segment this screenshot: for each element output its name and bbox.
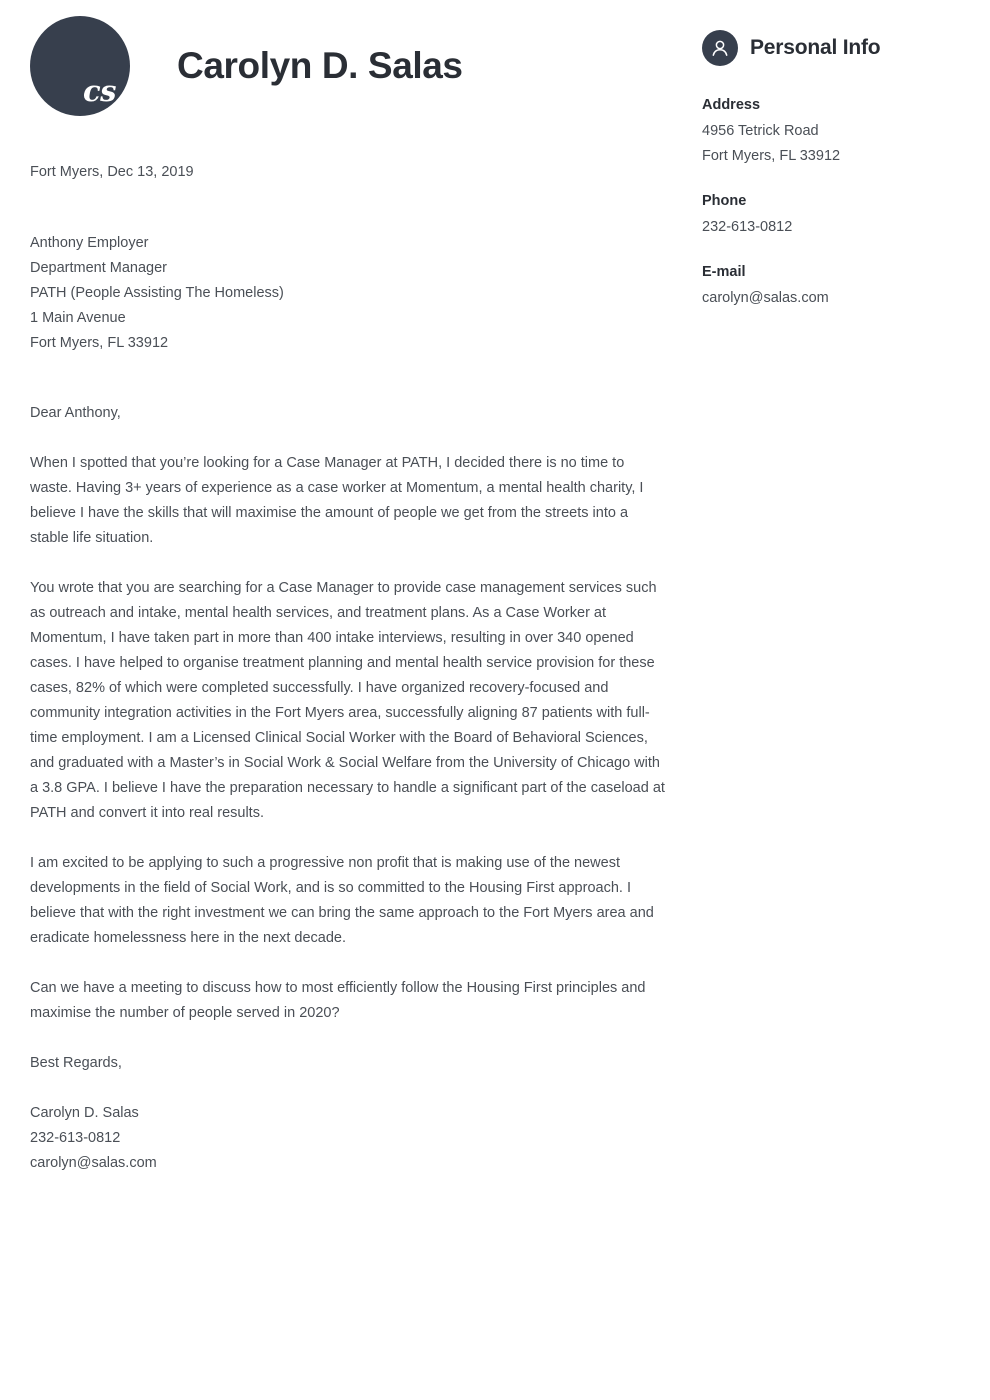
letter-column (30, 0, 670, 1176)
recipient-city-state-zip: Fort Myers, FL 33912 (30, 334, 169, 351)
info-value: 4956 Tetrick Road (702, 123, 819, 139)
info-value: 232-613-0812 (702, 219, 793, 235)
recipient-organization: PATH (People Assisting The Homeless) (30, 284, 284, 301)
page-title: Carolyn D. Salas (177, 45, 463, 86)
recipient-name: Anthony Employer (30, 234, 149, 251)
signature-name: Carolyn D. Salas (30, 1104, 139, 1121)
signature-block (30, 1101, 670, 1176)
signoff: Best Regards, (30, 1054, 122, 1071)
info-label: Address (702, 97, 761, 113)
sidebar-heading-row (702, 30, 962, 66)
body-paragraph: You wrote that you are searching for a Case Manager to provide case management services such as outreach and intake, mental health services, and treatment plans. As a Case Worker at Momentum, I have taken part in more than 400 intake interviews, resulting in over 340 opened cases. I have helped to organise treatment planning and mental health service provision for these cases, 82% of which were completed successfully. I have organized recovery-focused and community integration activities in the Fort Myers area, successfully aligning 87 patients with full-time employment. I am a Licensed Clinical Social Worker with the Board of Behavioral Sciences, and graduated with a Master’s in Social Work & Social Welfare from the University of Chicago with a 3.8 GPA. I believe I have the preparation necessary to handle a significant part of the caseload at PATH and convert it into real results. (30, 579, 665, 821)
personal-info-sidebar (702, 30, 962, 331)
body-paragraph: Can we have a meeting to discuss how to most efficiently follow the Housing First principles and maximise the number of people served in 2020? (30, 979, 646, 1021)
info-label: Phone (702, 193, 747, 209)
info-value: carolyn@salas.com (702, 290, 829, 306)
salutation: Dear Anthony, (30, 404, 121, 421)
info-label: E-mail (702, 264, 746, 280)
sidebar-title: Personal Info (750, 36, 881, 59)
person-icon (702, 30, 738, 66)
signature-phone: 232-613-0812 (30, 1129, 121, 1146)
info-group-address (702, 93, 962, 169)
letter-date: Fort Myers, Dec 13, 2019 (30, 164, 194, 180)
recipient-address-block (30, 231, 670, 356)
avatar-monogram: cs (83, 74, 116, 108)
avatar (30, 16, 130, 116)
recipient-title: Department Manager (30, 259, 168, 276)
signature-email: carolyn@salas.com (30, 1154, 157, 1171)
body-paragraph: When I spotted that you’re looking for a Case Manager at PATH, I decided there is no time to waste. Having 3+ years of experience as a case worker at Momentum, a mental health charity, I believe I have the skills that will maximise the amount of people we get from the streets into a stable life situation. (30, 454, 644, 546)
info-group-phone (702, 189, 962, 240)
info-value: Fort Myers, FL 33912 (702, 148, 841, 164)
letterhead (30, 0, 670, 130)
recipient-street: 1 Main Avenue (30, 309, 126, 326)
body-paragraph: I am excited to be applying to such a progressive non profit that is making use of the newest developments in the field of Social Work, and is so committed to the Housing First approach. I believe that with the right investment we can bring the same approach to the Fort Myers area and eradicate homelessness here in the next decade. (30, 854, 654, 946)
info-group-email (702, 260, 962, 311)
